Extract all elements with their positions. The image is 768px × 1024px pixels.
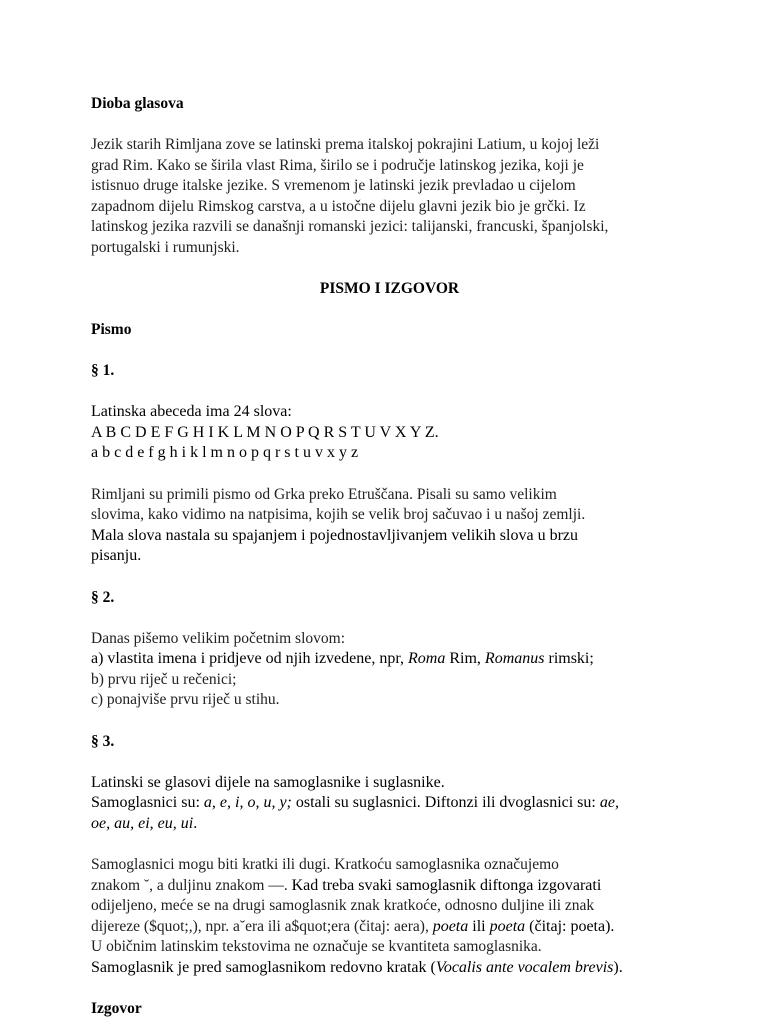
intro-line: portugalski i rumunjski. [91, 238, 240, 256]
example-poeta: poeta [489, 917, 526, 935]
alphabet-uppercase: A B C D E F G H I K L M N O P Q R S T U V X Y Z. [91, 423, 439, 441]
example-poeta: poeta [432, 917, 469, 935]
title-pismo-i-izgovor: PISMO I IZGOVOR [319, 280, 460, 297]
example-rimski: rimski; [544, 650, 594, 667]
heading-pismo: Pismo [91, 321, 132, 338]
text-run: Kad treba svaki samoglasnik diftonga izgovarati [291, 876, 602, 894]
text-run: ostali su suglasnici. Diftonzi ili dvoglasnici su: [291, 794, 600, 811]
list-item-b: b) prvu riječ u rečenici; [91, 670, 237, 688]
paragraph-line: slovima, kako vidimo na natpisima, kojih se velik broj sačuvao i u našoj zemlji. [91, 506, 586, 523]
paragraph-line [91, 958, 688, 979]
vowels-list: a, e, i, o, u, y; [203, 794, 292, 811]
paragraph-line: Rimljani su primili pismo od Grka preko Etruščana. Pisali su samo velikim [91, 485, 557, 503]
section-3-label: § 3. [91, 732, 115, 750]
paragraph-line: U običnim latinskim tekstovima ne označuje se kvantiteta samoglasnika. [91, 938, 542, 955]
section-1-paragraph [91, 485, 688, 567]
text-run: znakom ˘, a duljinu znakom —. [91, 876, 292, 894]
paragraph-line [91, 876, 688, 897]
list-item-c: c) ponajviše prvu riječ u stihu. [91, 691, 280, 708]
paragraph-line: odijeljeno, meće se na drugi samoglasnik znak kratkoće, odnosno duljine ili znak [91, 897, 595, 914]
paragraph-line: pisanju. [91, 547, 142, 564]
section-3-line [91, 814, 688, 835]
intro-line: zapadnom dijelu Rimskog carstva, a u istočne dijelu glavni jezik bio je grčki. Iz [91, 197, 586, 215]
text-run: ili [468, 917, 490, 935]
paragraph-line: Mala slova nastala su spajanjem i pojednostavljivanjem velikih slova u brzu [91, 526, 578, 544]
example-roma: Roma [408, 650, 446, 667]
latin-rule: Vocalis ante vocalem brevis [435, 958, 614, 976]
section-2-list [91, 629, 688, 711]
text-run: dijereze ($quot;,), npr. a˘era ili a$quot;era (čitaj: aera), [91, 917, 433, 935]
text-run: Samoglasnici su: [91, 794, 204, 811]
heading-dioba-glasova: Dioba glasova [91, 95, 184, 112]
list-intro: Danas pišemo velikim početnim slovom: [91, 629, 345, 647]
alphabet-intro: Latinska abeceda ima 24 slova: [91, 403, 292, 420]
section-2-label: § 2. [91, 588, 115, 606]
diphthongs-list: oe, au, ei, eu, ui [91, 814, 194, 832]
section-1-label: § 1. [91, 362, 115, 379]
section-3-paragraph [91, 855, 688, 978]
text-run: ). [613, 958, 623, 976]
section-3-intro [91, 773, 688, 835]
heading-izgovor: Izgovor [91, 1000, 142, 1017]
intro-line: grad Rim. Kako se širila vlast Rima, širilo se i područje latinskog jezika, koji je [91, 156, 584, 174]
intro-paragraph [91, 135, 688, 258]
intro-line: Jezik starih Rimljana zove se latinski prema italskoj pokrajini Latium, u kojoj leži [91, 136, 600, 153]
text-run: . [193, 814, 198, 832]
diphthong-ae: ae, [599, 794, 619, 811]
list-item-a-text: a) vlastita imena i pridjeve od njih izvedene, npr, [91, 650, 409, 667]
text-run: Samoglasnik je pred samoglasnikom redovno kratak ( [91, 958, 436, 976]
example-rim: Rim, [445, 650, 485, 667]
section-3-line: Latinski se glasovi dijele na samoglasnike i suglasnike. [91, 773, 445, 791]
example-romanus: Romanus [484, 650, 545, 667]
intro-line: latinskog jezika razvili se današnji romanski jezici: talijanski, francuski, španjolski, [91, 218, 609, 235]
list-item-a [91, 649, 688, 670]
section-1-alphabet [91, 402, 688, 464]
intro-line: istisnuo druge italske jezike. S vremenom je latinski jezik prevladao u cijelom [91, 177, 576, 194]
text-run: (čitaj: poeta). [525, 917, 615, 935]
alphabet-lowercase: a b c d e f g h i k l m n o p q r s t u v x y z [91, 444, 359, 461]
paragraph-line: Samoglasnici mogu biti kratki ili dugi. Kratkoću samoglasnika označujemo [91, 856, 559, 873]
paragraph-line [91, 917, 688, 938]
section-3-line [91, 793, 688, 814]
